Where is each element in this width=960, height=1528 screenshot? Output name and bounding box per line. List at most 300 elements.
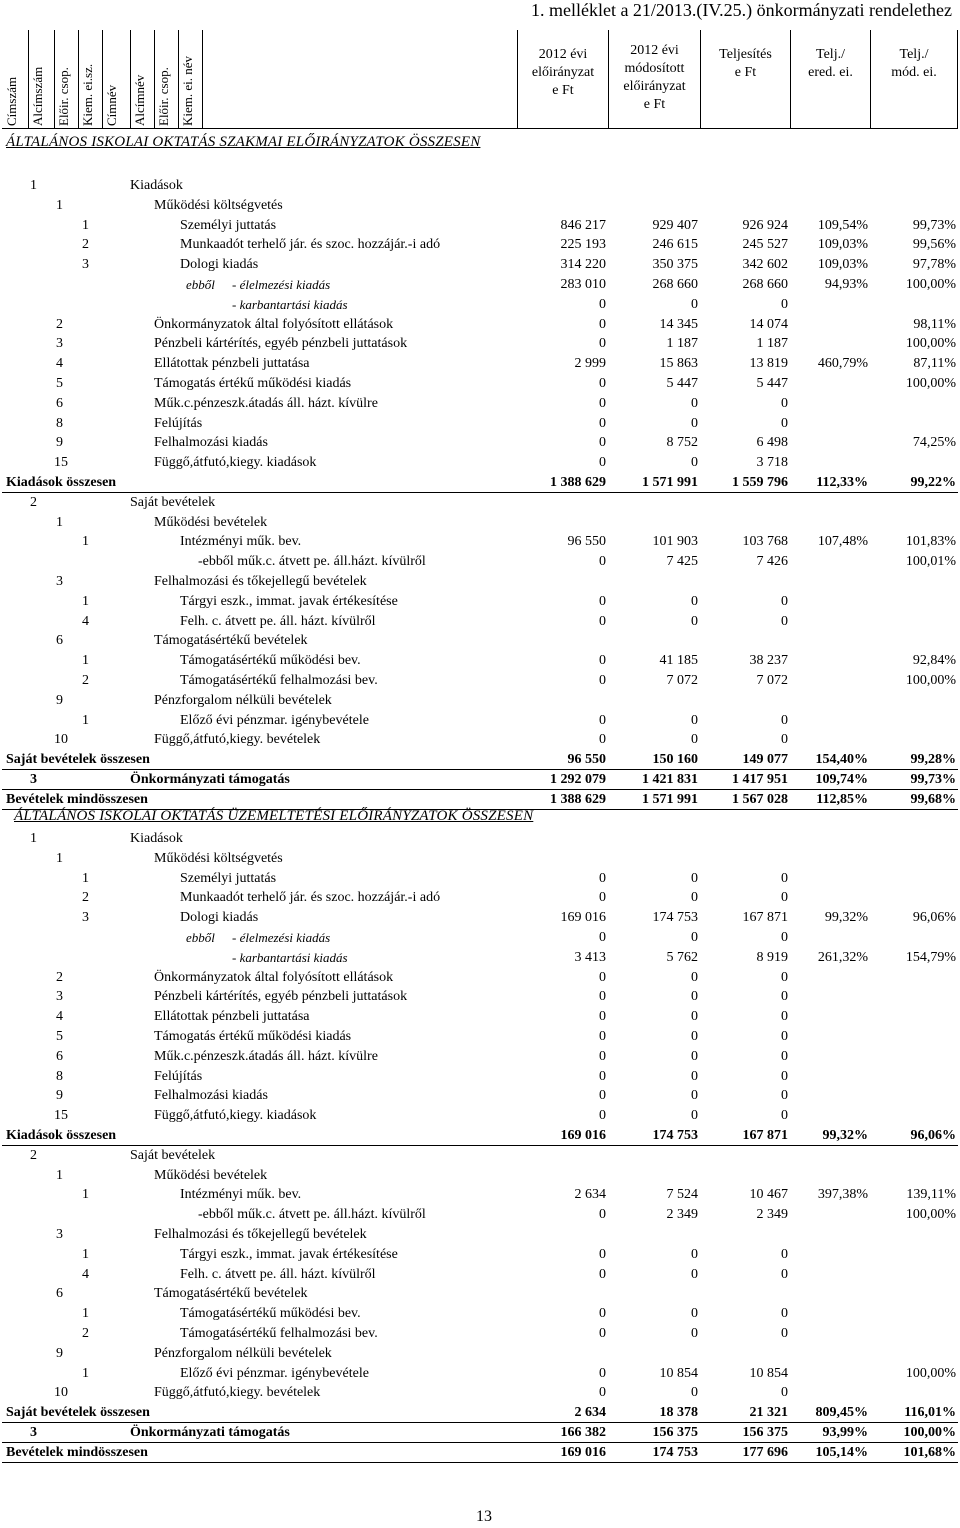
- row-label: Működési bevételek: [154, 514, 268, 530]
- value-cell: 0: [599, 653, 606, 669]
- value-cell: 268 660: [742, 277, 788, 292]
- value-cell: 0: [599, 1365, 606, 1381]
- row-label: Személyi juttatás: [180, 870, 277, 886]
- table-row: [2, 1225, 958, 1245]
- table-row: [2, 1126, 958, 1146]
- row-label: Munkaadót terhelő jár. és szoc. hozzájár.-i adó: [180, 890, 441, 906]
- value-cell: 2 634: [574, 1405, 606, 1421]
- value-cell: 0: [599, 296, 606, 312]
- value-cell: 107,48%: [817, 534, 868, 550]
- row-label: Pénzforgalom nélküli bevételek: [154, 692, 332, 708]
- table-row: [2, 1146, 958, 1166]
- value-cell: 109,54%: [817, 217, 868, 233]
- table-row: [2, 730, 958, 750]
- table-row: [2, 631, 958, 651]
- value-cell: 0: [599, 969, 606, 985]
- table-row: [2, 374, 958, 394]
- row-label: - karbantartási kiadás: [232, 296, 348, 312]
- table-row: [2, 651, 958, 671]
- value-cell: 0: [599, 712, 606, 728]
- row-code-c: 1: [82, 653, 89, 669]
- value-cell: 0: [599, 1068, 606, 1084]
- value-cell: 96,06%: [912, 910, 956, 926]
- value-cell: 0: [781, 613, 788, 629]
- row-code-a: 2: [30, 1147, 37, 1163]
- value-cell: 3 413: [574, 949, 606, 965]
- value-cell: 38 237: [749, 653, 788, 669]
- row-code-b: 2: [56, 969, 63, 985]
- row-code-c: 4: [82, 613, 89, 629]
- page-number: 13: [476, 1508, 492, 1525]
- table-row: [2, 1284, 958, 1304]
- value-cell: 0: [599, 1048, 606, 1064]
- value-cell: 7 426: [756, 554, 788, 570]
- value-cell: 156 375: [652, 1425, 698, 1440]
- section-title: ÁLTALÁNOS ISKOLAI OKTATÁS ÜZEMELTETÉSI ELŐIRÁNYZATOK ÖSSZESEN: [14, 808, 534, 824]
- value-cell: 0: [599, 593, 606, 609]
- row-code-c: 1: [82, 217, 89, 233]
- table-row: [2, 255, 958, 275]
- value-cell: 929 407: [652, 217, 698, 233]
- value-cell: 174 753: [652, 1128, 698, 1143]
- table-row: [2, 572, 958, 592]
- value-cell: 0: [691, 890, 698, 906]
- value-cell: 169 016: [560, 910, 606, 926]
- row-code-b: 9: [56, 1345, 63, 1361]
- row-code-b: 10: [54, 1385, 68, 1401]
- value-cell: 96,06%: [910, 1128, 956, 1143]
- row-label: - élelmezési kiadás: [232, 930, 331, 945]
- value-cell: 41 185: [659, 653, 698, 669]
- row-label: Felhalmozási és tőkejellegű bevételek: [154, 1227, 367, 1242]
- value-cell: 1 571 991: [642, 791, 698, 807]
- row-label: Függő,átfutó,kiegy. bevételek: [154, 732, 321, 748]
- row-prefix: ebből: [186, 930, 215, 945]
- table-row: [2, 1047, 958, 1067]
- value-cell: 0: [781, 989, 788, 1005]
- value-cell: 109,03%: [817, 237, 868, 253]
- value-cell: 0: [691, 930, 698, 945]
- row-label: Függő,átfutó,kiegy. kiadások: [154, 1108, 317, 1124]
- value-cell: 1 421 831: [642, 772, 698, 787]
- row-code-c: 3: [82, 257, 89, 273]
- value-cell: 0: [691, 296, 698, 312]
- value-cell: 100,00%: [903, 1425, 956, 1440]
- value-cell: 7 072: [666, 673, 698, 688]
- header-vertical-label: Címnév: [102, 30, 131, 128]
- table-row: [2, 928, 958, 948]
- table-row: [2, 473, 958, 493]
- value-cell: 93,99%: [822, 1425, 868, 1440]
- row-label: Önkormányzatok által folyósított ellátások: [154, 969, 394, 985]
- table-row: [2, 829, 958, 849]
- header-vertical-label: Alcímnév: [130, 30, 155, 128]
- row-label: Működési költségvetés: [154, 850, 283, 866]
- table-row: [2, 354, 958, 374]
- value-cell: 101 903: [652, 534, 698, 550]
- value-cell: 94,93%: [824, 277, 868, 292]
- value-cell: 0: [691, 1246, 698, 1262]
- value-cell: 92,84%: [912, 653, 956, 669]
- value-cell: 0: [691, 455, 698, 471]
- row-code-b: 8: [56, 415, 63, 431]
- row-label: Előző évi pénzmar. igénybevétele: [180, 1365, 369, 1381]
- row-label: Felújítás: [154, 415, 203, 431]
- value-cell: 261,32%: [817, 949, 868, 965]
- row-label: Kiadások: [130, 831, 183, 846]
- row-label: Bevételek mindösszesen: [6, 1444, 148, 1460]
- value-cell: 0: [781, 1246, 788, 1262]
- row-code-b: 10: [54, 732, 68, 748]
- row-label: Támogatásértékű felhalmozási bev.: [180, 1326, 378, 1341]
- row-code-b: 9: [56, 692, 63, 708]
- row-code-c: 1: [82, 534, 89, 550]
- table-row: [2, 691, 958, 711]
- table-row: [2, 968, 958, 988]
- row-label: Pénzbeli kártérítés, egyéb pénzbeli juttatások: [154, 989, 408, 1005]
- value-cell: 100,01%: [905, 554, 956, 570]
- value-cell: 0: [781, 930, 788, 945]
- row-label: Saját bevételek összesen: [6, 752, 150, 768]
- value-cell: 100,00%: [905, 376, 956, 391]
- table-row: [2, 275, 958, 295]
- value-cell: 0: [691, 1108, 698, 1124]
- row-label: Előző évi pénzmar. igénybevétele: [180, 712, 369, 728]
- value-cell: 99,73%: [910, 772, 956, 787]
- row-label: Függő,átfutó,kiegy. kiadások: [154, 455, 317, 471]
- table-row: [2, 908, 958, 928]
- table-row: [2, 315, 958, 335]
- value-cell: 350 375: [652, 257, 698, 273]
- table-row: [2, 948, 958, 968]
- value-cell: 0: [781, 1385, 788, 1401]
- row-label: Támogatásértékű bevételek: [154, 1286, 308, 1302]
- table-row: [2, 1245, 958, 1265]
- value-cell: 0: [599, 1246, 606, 1262]
- header-vertical-label: Kiem. ei. név: [178, 30, 203, 128]
- row-code-a: 3: [30, 1425, 37, 1440]
- row-code-c: 1: [82, 1306, 89, 1322]
- row-label: -ebből műk.c. átvett pe. áll.házt. kívülről: [198, 1207, 426, 1223]
- value-cell: 0: [691, 732, 698, 748]
- value-cell: 0: [599, 1207, 606, 1223]
- value-cell: 0: [691, 1306, 698, 1322]
- row-code-c: 2: [82, 673, 89, 688]
- value-cell: 154,79%: [905, 949, 956, 965]
- value-cell: 0: [599, 435, 606, 451]
- value-cell: 7 425: [666, 554, 698, 570]
- value-cell: 0: [691, 395, 698, 411]
- value-cell: 1 567 028: [732, 791, 788, 807]
- value-cell: 0: [691, 870, 698, 886]
- value-cell: 0: [599, 870, 606, 886]
- value-cell: 809,45%: [815, 1405, 868, 1421]
- row-code-c: 1: [82, 593, 89, 609]
- row-prefix: ebből: [186, 277, 215, 292]
- value-cell: 245 527: [742, 237, 788, 253]
- table-row: [2, 888, 958, 908]
- value-cell: 0: [691, 1326, 698, 1341]
- table-row: [2, 1205, 958, 1225]
- section-title: ÁLTALÁNOS ISKOLAI OKTATÁS SZAKMAI ELŐIRÁNYZATOK ÖSSZESEN: [6, 134, 481, 150]
- row-label: Saját bevételek: [130, 494, 216, 510]
- value-cell: 1 388 629: [550, 475, 606, 490]
- row-label: Támogatásértékű bevételek: [154, 633, 308, 649]
- value-cell: 0: [691, 712, 698, 728]
- table-row: [2, 711, 958, 731]
- row-label: -ebből műk.c. átvett pe. áll.házt. kívülről: [198, 554, 426, 570]
- header-vertical-label: Előir. csop.: [54, 30, 79, 128]
- value-cell: 14 074: [749, 316, 788, 332]
- value-cell: 0: [599, 1108, 606, 1124]
- row-label: Felh. c. átvett pe. áll. házt. kívülről: [180, 613, 376, 629]
- value-cell: 0: [599, 673, 606, 688]
- value-cell: 156 375: [742, 1425, 788, 1440]
- value-cell: 225 193: [560, 237, 606, 253]
- value-cell: 0: [781, 1326, 788, 1341]
- value-cell: 460,79%: [817, 356, 868, 372]
- row-label: Tárgyi eszk., immat. javak értékesítése: [180, 1246, 398, 1262]
- table-row: [2, 1423, 958, 1443]
- table-row: [2, 987, 958, 1007]
- row-label: Felhalmozási kiadás: [154, 435, 268, 451]
- table-row: [2, 334, 958, 354]
- value-cell: 0: [599, 455, 606, 471]
- value-cell: 0: [691, 1385, 698, 1401]
- value-cell: 0: [691, 415, 698, 431]
- value-cell: 99,68%: [910, 791, 956, 807]
- row-code-b: 6: [56, 633, 63, 649]
- value-cell: 0: [781, 1088, 788, 1104]
- table-row: [2, 1007, 958, 1027]
- row-code-b: 1: [56, 1167, 63, 1183]
- header-vertical-label: Címszám: [2, 30, 29, 128]
- value-cell: 7 072: [756, 673, 788, 688]
- row-code-c: 2: [82, 237, 89, 253]
- value-cell: 100,00%: [905, 673, 956, 688]
- row-label: Pénzforgalom nélküli bevételek: [154, 1345, 332, 1361]
- value-cell: 1 187: [756, 336, 788, 352]
- row-code-c: 1: [82, 712, 89, 728]
- value-cell: 0: [599, 316, 606, 332]
- value-cell: 0: [781, 712, 788, 728]
- table-row: [2, 394, 958, 414]
- table-row: [2, 1364, 958, 1384]
- table-row: [2, 295, 958, 315]
- value-cell: 0: [781, 732, 788, 748]
- row-label: Felhalmozási és tőkejellegű bevételek: [154, 574, 367, 589]
- row-label: Felh. c. átvett pe. áll. házt. kívülről: [180, 1266, 376, 1282]
- row-label: Munkaadót terhelő jár. és szoc. hozzájár.-i adó: [180, 237, 441, 253]
- value-cell: 0: [781, 1266, 788, 1282]
- table-row: [2, 869, 958, 889]
- value-cell: 314 220: [560, 257, 606, 273]
- table-row: [2, 612, 958, 632]
- value-cell: 0: [599, 336, 606, 352]
- row-code-c: 3: [82, 910, 89, 926]
- value-cell: 18 378: [659, 1405, 698, 1421]
- value-cell: 0: [691, 1048, 698, 1064]
- table-row: [2, 532, 958, 552]
- row-code-b: 5: [56, 376, 63, 391]
- value-cell: 0: [691, 613, 698, 629]
- row-label: Dologi kiadás: [180, 257, 259, 273]
- value-cell: 926 924: [742, 217, 788, 233]
- row-code-b: 2: [56, 316, 63, 332]
- value-cell: 14 345: [659, 316, 698, 332]
- value-cell: 2 349: [756, 1207, 788, 1223]
- value-cell: 10 467: [749, 1187, 788, 1203]
- value-cell: 1 417 951: [732, 772, 788, 787]
- value-cell: 10 854: [659, 1365, 698, 1381]
- row-code-b: 15: [54, 455, 68, 471]
- page-title: 1. melléklet a 21/2013.(IV.25.) önkormányzati rendelethez: [530, 0, 952, 20]
- value-cell: 21 321: [749, 1405, 788, 1421]
- value-cell: 1 388 629: [550, 791, 606, 807]
- value-cell: 0: [781, 415, 788, 431]
- value-cell: 167 871: [742, 910, 788, 926]
- value-cell: 100,00%: [905, 1365, 956, 1381]
- header-col3: Teljesítés e Ft: [701, 30, 791, 128]
- value-cell: 0: [599, 732, 606, 748]
- value-cell: 10 854: [749, 1365, 788, 1381]
- table-row: [2, 1304, 958, 1324]
- table-row: [2, 216, 958, 236]
- row-label: Támogatásértékű működési bev.: [180, 1306, 361, 1322]
- value-cell: 0: [781, 1306, 788, 1322]
- value-cell: 174 753: [652, 910, 698, 926]
- value-cell: 100,00%: [905, 277, 956, 292]
- value-cell: 149 077: [742, 752, 788, 768]
- value-cell: 1 292 079: [550, 772, 606, 787]
- row-code-b: 6: [56, 395, 63, 411]
- value-cell: 101,83%: [905, 534, 956, 550]
- row-code-b: 3: [56, 574, 63, 589]
- value-cell: 0: [599, 1266, 606, 1282]
- value-cell: 99,32%: [822, 1128, 868, 1143]
- value-cell: 0: [781, 870, 788, 886]
- row-label: Függő,átfutó,kiegy. bevételek: [154, 1385, 321, 1401]
- row-code-b: 3: [56, 989, 63, 1005]
- value-cell: 8 919: [756, 949, 788, 965]
- table-row: [2, 552, 958, 572]
- row-code-b: 1: [56, 514, 63, 530]
- value-cell: 0: [599, 890, 606, 906]
- value-cell: 15 863: [659, 356, 698, 372]
- row-label: Tárgyi eszk., immat. javak értékesítése: [180, 593, 398, 609]
- value-cell: 109,03%: [817, 257, 868, 273]
- header-vertical-label: Előir. csop.: [154, 30, 179, 128]
- row-label: Személyi juttatás: [180, 217, 277, 233]
- row-code-c: 1: [82, 870, 89, 886]
- table-row: [2, 196, 958, 216]
- row-label: Önkormányzatok által folyósított ellátások: [154, 316, 394, 332]
- value-cell: 0: [691, 1009, 698, 1025]
- value-cell: 103 768: [742, 534, 788, 550]
- value-cell: 99,28%: [910, 752, 956, 768]
- value-cell: 96 550: [567, 752, 606, 768]
- value-cell: 0: [781, 1048, 788, 1064]
- value-cell: 0: [599, 395, 606, 411]
- row-label: Dologi kiadás: [180, 910, 259, 926]
- row-label: Kiadások összesen: [6, 1128, 117, 1143]
- value-cell: 169 016: [560, 1128, 606, 1143]
- row-label: Felújítás: [154, 1068, 203, 1084]
- row-code-b: 6: [56, 1286, 63, 1302]
- table-row: [2, 1403, 958, 1423]
- value-cell: 0: [781, 969, 788, 985]
- row-label: Támogatásértékű működési bev.: [180, 653, 361, 669]
- value-cell: 0: [599, 1385, 606, 1401]
- value-cell: 13 819: [749, 356, 788, 372]
- row-label: Önkormányzati támogatás: [130, 772, 290, 787]
- row-label: Támogatásértékű felhalmozási bev.: [180, 673, 378, 688]
- value-cell: 97,78%: [912, 257, 956, 273]
- value-cell: 2 349: [666, 1207, 698, 1223]
- value-cell: 5 447: [756, 376, 788, 391]
- value-cell: 154,40%: [815, 752, 868, 768]
- value-cell: 0: [599, 554, 606, 570]
- table-row: [2, 433, 958, 453]
- value-cell: 5 762: [666, 949, 698, 965]
- row-label: Saját bevételek: [130, 1147, 216, 1163]
- value-cell: 99,56%: [912, 237, 956, 253]
- value-cell: 167 871: [742, 1128, 788, 1143]
- row-code-b: 1: [56, 850, 63, 866]
- value-cell: 0: [691, 989, 698, 1005]
- value-cell: 2 634: [574, 1187, 606, 1203]
- value-cell: 1 571 991: [642, 475, 698, 490]
- row-code-b: 9: [56, 435, 63, 451]
- value-cell: 0: [599, 376, 606, 391]
- header-vertical-label: Kiem. ei.sz.: [78, 30, 103, 128]
- table-row: [2, 176, 958, 196]
- row-code-c: 2: [82, 1326, 89, 1341]
- value-cell: 87,11%: [913, 356, 956, 372]
- value-cell: 109,74%: [815, 772, 868, 787]
- value-cell: 0: [781, 296, 788, 312]
- row-code-b: 15: [54, 1108, 68, 1124]
- table-row: [2, 1027, 958, 1047]
- value-cell: 397,38%: [817, 1187, 868, 1203]
- table-row: [2, 770, 958, 790]
- row-label: Saját bevételek összesen: [6, 1405, 150, 1421]
- row-label: Műk.c.pénzeszk.átadás áll. házt. kívülre: [154, 395, 378, 411]
- row-label: Felhalmozási kiadás: [154, 1088, 268, 1104]
- value-cell: 0: [599, 1088, 606, 1104]
- value-cell: 139,11%: [906, 1187, 956, 1203]
- value-cell: 100,00%: [905, 336, 956, 352]
- value-cell: 7 524: [666, 1187, 698, 1203]
- value-cell: 283 010: [560, 277, 606, 292]
- header-col2: 2012 évi módosított előirányzat e Ft: [609, 30, 701, 128]
- value-cell: 99,73%: [912, 217, 956, 233]
- row-code-b: 4: [56, 356, 63, 372]
- value-cell: 150 160: [652, 752, 698, 768]
- value-cell: 0: [781, 1108, 788, 1124]
- value-cell: 96 550: [567, 534, 606, 550]
- table-row: [2, 1185, 958, 1205]
- table-row: [2, 671, 958, 691]
- value-cell: 105,14%: [815, 1444, 868, 1460]
- row-label: Támogatás értékű működési kiadás: [154, 376, 352, 391]
- row-code-a: 3: [30, 772, 37, 787]
- value-cell: 112,85%: [816, 791, 868, 807]
- row-label: Pénzbeli kártérítés, egyéb pénzbeli juttatások: [154, 336, 408, 352]
- value-cell: 342 602: [742, 257, 788, 273]
- header-vertical-label: Alcímszám: [28, 30, 55, 128]
- value-cell: 3 718: [756, 455, 788, 471]
